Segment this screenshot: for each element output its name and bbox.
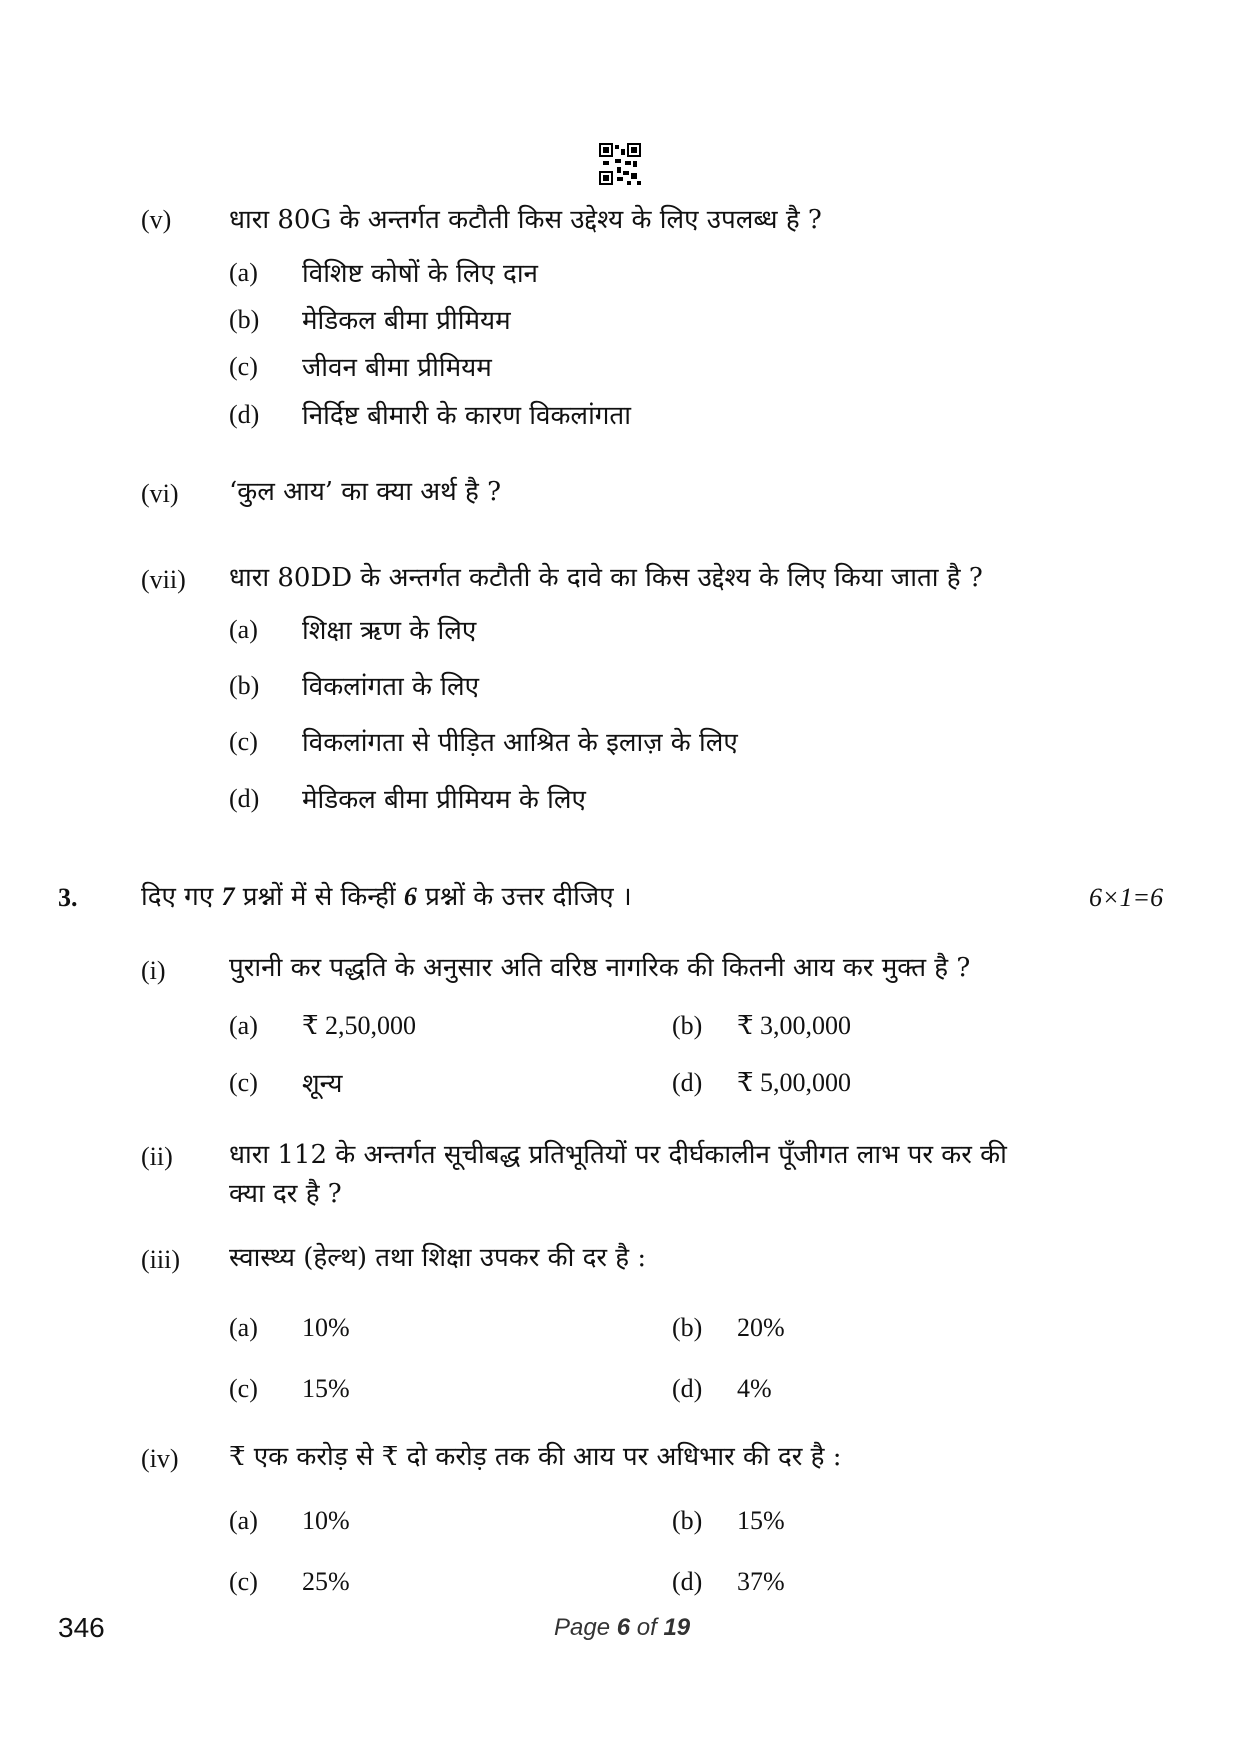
question-text-line2: क्या दर है ? [229, 1179, 342, 1209]
option-label: (a) [229, 1011, 258, 1040]
count-total: 7 [221, 882, 235, 911]
option-label: (d) [672, 1068, 703, 1097]
option-label: (c) [229, 727, 258, 756]
marks-allocation: 6×1=6 [1089, 883, 1164, 912]
question-label: (v) [141, 205, 172, 234]
option-text: विकलांगता से पीड़ित आश्रित के इलाज़ के लिए [302, 728, 738, 758]
option-text: 25% [302, 1567, 350, 1596]
option-text: 15% [302, 1374, 350, 1403]
question-label: (iv) [141, 1444, 179, 1473]
option-label: (a) [229, 1506, 258, 1535]
option-text: शून्य [302, 1069, 343, 1099]
page-number [554, 1614, 690, 1642]
question-text: स्वास्थ्य (हेल्थ) तथा शिक्षा उपकर की दर है : [229, 1243, 647, 1273]
page-prefix: Page [554, 1614, 611, 1641]
instruction-prefix: दिए गए [141, 882, 214, 912]
section-instruction [141, 880, 632, 914]
option-label: (a) [229, 615, 258, 644]
option-text: 10% [302, 1313, 350, 1342]
question-label: (ii) [141, 1142, 173, 1171]
option-text: मेडिकल बीमा प्रीमियम के लिए [302, 785, 586, 815]
option-label: (c) [229, 1068, 258, 1097]
question-label: (i) [141, 956, 166, 985]
option-label: (d) [672, 1374, 703, 1403]
option-text: 4% [737, 1374, 772, 1403]
question-text-line1: धारा 112 के अन्तर्गत सूचीबद्ध प्रतिभूतियों पर दीर्घकालीन पूँजीगत लाभ पर कर की [229, 1140, 1007, 1170]
option-text: ₹ 5,00,000 [737, 1068, 852, 1097]
question-text: ₹ एक करोड़ से ₹ दो करोड़ तक की आय पर अधिभार की दर है : [229, 1442, 842, 1472]
section-number: 3. [58, 883, 78, 912]
instruction-suffix: प्रश्नों के उत्तर दीजिए । [425, 882, 632, 912]
option-label: (b) [672, 1011, 703, 1040]
option-label: (b) [229, 305, 260, 334]
option-text: निर्दिष्ट बीमारी के कारण विकलांगता [302, 401, 631, 431]
option-label: (b) [672, 1313, 703, 1342]
page-total: 19 [663, 1614, 691, 1641]
option-text: ₹ 3,00,000 [737, 1011, 852, 1040]
count-answer: 6 [403, 882, 417, 911]
option-text: 15% [737, 1506, 785, 1535]
option-text: शिक्षा ऋण के लिए [302, 616, 477, 646]
option-label: (b) [229, 671, 260, 700]
option-label: (b) [672, 1506, 703, 1535]
question-text: धारा 80DD के अन्तर्गत कटौती के दावे का किस उद्देश्य के लिए किया जाता है ? [229, 563, 983, 593]
question-text: धारा 80G के अन्तर्गत कटौती किस उद्देश्य के लिए उपलब्ध है ? [229, 205, 822, 235]
option-label: (c) [229, 352, 258, 381]
option-label: (c) [229, 1374, 258, 1403]
question-text: ‘कुल आय’ का क्या अर्थ है ? [229, 477, 502, 507]
option-text: जीवन बीमा प्रीमियम [302, 353, 492, 383]
option-text: मेडिकल बीमा प्रीमियम [302, 306, 511, 336]
option-label: (a) [229, 258, 258, 287]
option-label: (a) [229, 1313, 258, 1342]
question-label: (vii) [141, 565, 186, 594]
option-text: 10% [302, 1506, 350, 1535]
option-label: (d) [229, 400, 260, 429]
page-current: 6 [616, 1614, 631, 1641]
option-label: (c) [229, 1567, 258, 1596]
page-mid: of [636, 1614, 657, 1641]
option-text: विशिष्ट कोषों के लिए दान [302, 259, 538, 289]
question-text: पुरानी कर पद्धति के अनुसार अति वरिष्ठ नागरिक की कितनी आय कर मुक्त है ? [229, 953, 971, 983]
option-label: (d) [229, 784, 260, 813]
paper-code: 346 [58, 1612, 105, 1643]
option-text: 37% [737, 1567, 785, 1596]
option-text: विकलांगता के लिए [302, 672, 479, 702]
question-label: (vi) [141, 479, 179, 508]
option-text: ₹ 2,50,000 [302, 1011, 417, 1040]
instruction-mid: प्रश्नों में से किन्हीं [242, 882, 396, 912]
qr-code-icon [599, 143, 641, 185]
question-label: (iii) [141, 1245, 180, 1274]
option-label: (d) [672, 1567, 703, 1596]
option-text: 20% [737, 1313, 785, 1342]
